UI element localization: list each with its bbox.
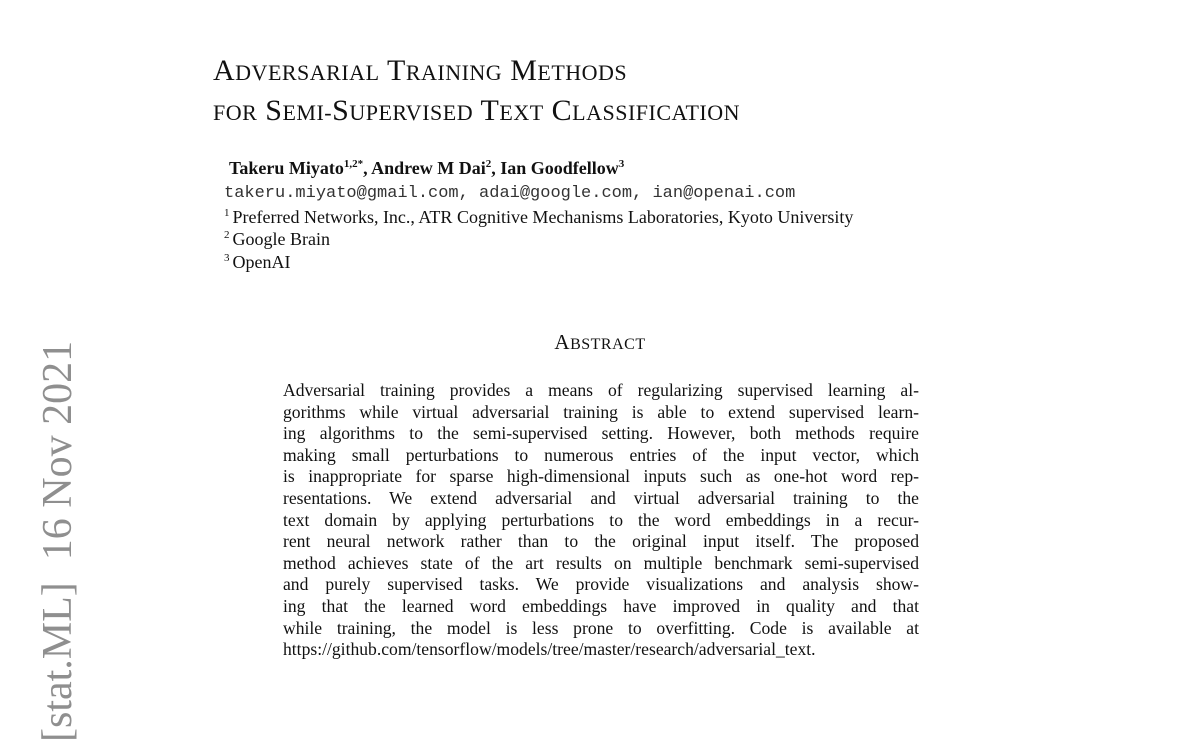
author-affil-marker: 3 (618, 158, 625, 170)
author-emails: takeru.miyato@gmail.com, adai@google.com, ian@openai.com (224, 184, 796, 203)
heading-smallcaps: BSTRACT (570, 336, 646, 353)
affiliation-3 (224, 252, 290, 273)
title-cap: T (480, 94, 500, 127)
author-list (229, 158, 624, 179)
affiliation-number: 3 (224, 252, 230, 264)
title-smallcaps: EMI- (282, 100, 333, 125)
title-smallcaps: UPERVISED (349, 100, 474, 125)
title-smallcaps: RAINING (405, 60, 503, 85)
affiliation-text: OpenAI (232, 252, 291, 272)
abstract-line: ing algorithms to the semi-supervised setting. However, both methods require (283, 423, 919, 444)
abstract-line: while training, the model is less prone to overfitting. Code is available at (283, 617, 919, 638)
abstract-line: rent neural network rather than to the original input itself. The proposed (283, 531, 919, 552)
title-smallcaps: EXT (499, 100, 544, 125)
affiliation-text: Preferred Networks, Inc., ATR Cognitive Mechanisms Laboratories, Kyoto University (232, 207, 854, 227)
title-smallcaps: DVERSARIAL (235, 60, 380, 85)
author-affil-marker (344, 158, 363, 170)
abstract-body (283, 380, 919, 661)
title-smallcaps: ETHODS (537, 60, 628, 85)
author-affil-marker: 2 (485, 158, 492, 170)
paper-title-line-2 (213, 92, 740, 132)
affiliation-1 (224, 207, 853, 228)
affiliation-number: 2 (224, 229, 230, 241)
title-cap: S (265, 94, 283, 127)
arxiv-date: 16 Nov 2021 (35, 340, 81, 561)
title-smallcaps: FOR (213, 100, 258, 125)
title-cap: T (386, 54, 406, 87)
title-cap: A (213, 54, 236, 87)
abstract-line: Adversarial training provides a means of regularizing supervised learning al- (283, 380, 919, 400)
abstract-line: method achieves state of the art results on multiple benchmark semi-supervised (283, 552, 919, 573)
abstract-line: gorithms while virtual adversarial training is able to extend supervised learn- (283, 401, 919, 422)
author-separator: , (363, 158, 372, 178)
abstract-line: resentations. We extend adversarial and virtual adversarial training to the (283, 487, 919, 508)
abstract-line: text domain by applying perturbations to the word embeddings in a recur- (283, 509, 919, 530)
arxiv-category: [stat.ML] (35, 582, 81, 742)
abstract-code-link[interactable]: https://github.com/tensorflow/models/tree/master/research/adversarial_text. (283, 639, 816, 660)
author-name: Andrew M Dai (371, 158, 486, 178)
author-name: Ian Goodfellow (500, 158, 619, 178)
affil-number: 1,2 (343, 158, 358, 170)
paper-title (213, 52, 740, 132)
title-smallcaps: LASSIFICATION (572, 100, 741, 125)
abstract-heading (0, 330, 1200, 355)
abstract-line: making small perturbations to numerous entries of the input vector, which (283, 444, 919, 465)
title-cap: M (510, 54, 538, 87)
paper-title-line-1 (213, 52, 740, 92)
abstract-line: and purely supervised tasks. We provide visualizations and analysis show- (283, 574, 919, 595)
footnote-mark: * (357, 158, 364, 170)
affiliation-2 (224, 229, 330, 250)
author-name: Takeru Miyato (229, 158, 344, 178)
title-cap: S (332, 94, 350, 127)
abstract-line: is inappropriate for sparse high-dimensional inputs such as one-hot word rep- (283, 466, 919, 487)
heading-cap: A (554, 330, 571, 354)
author-separator: , (491, 158, 501, 178)
title-cap: C (551, 94, 573, 127)
affiliation-number: 1 (224, 207, 230, 219)
affiliation-text: Google Brain (232, 229, 330, 249)
arxiv-side-stamp (30, 162, 86, 742)
abstract-line: ing that the learned word embeddings have improved in quality and that (283, 595, 919, 616)
